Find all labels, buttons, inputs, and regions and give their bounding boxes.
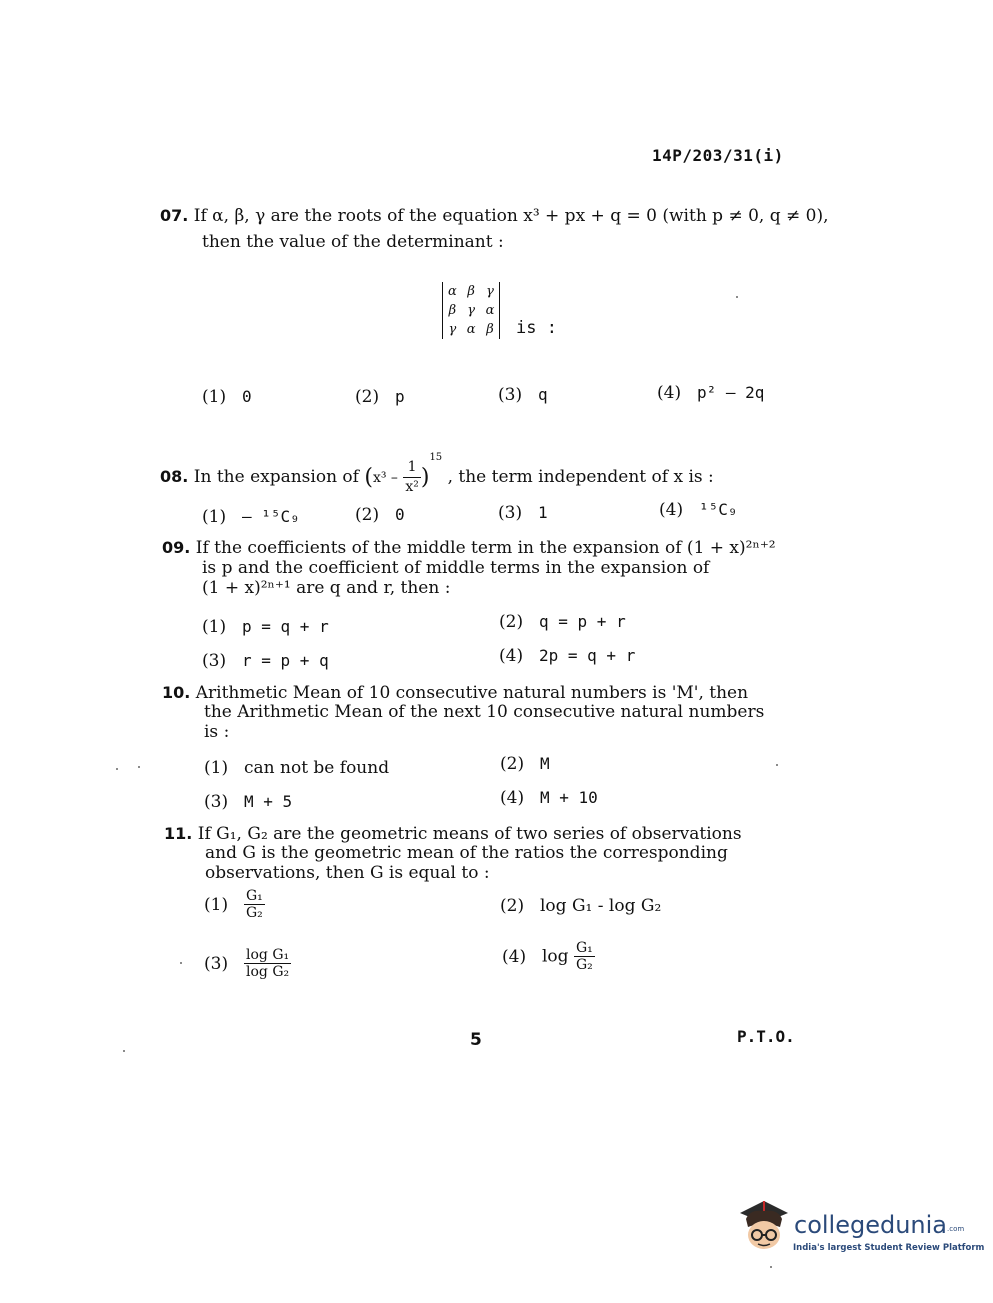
determinant: α β γ β γ α γ α β [442, 282, 500, 339]
q11-option-2[interactable]: (2) log G₁ - log G₂ [500, 896, 662, 916]
q09-option-2[interactable]: (2) q = p + r [499, 612, 626, 632]
brand-name: collegedunia.com [794, 1211, 965, 1239]
determinant-suffix: is : [516, 318, 557, 338]
expression-base: x³ – [372, 470, 398, 486]
speck [770, 1266, 772, 1268]
q10-option-3[interactable]: (3) M + 5 [204, 792, 293, 812]
question-09-line2: is p and the coefficient of middle terms in the expansion of [202, 558, 710, 578]
fraction: $\frac{\text{G₁}}{\text{G₂}}$ [246, 888, 263, 921]
question-text: If the coefficients of the middle term in the expansion of (1 + x)²ⁿ⁺² [195, 538, 776, 558]
q10-option-1[interactable]: (1) can not be found [204, 758, 390, 778]
question-08: 08. In the expansion of (x³ – $\frac{1}{\text{x²}}$ )$^{15}$ , the term independent of x is : [160, 452, 714, 495]
question-text: If α, β, γ are the roots of the equation x³ + px + q = 0 (with p ≠ 0, q ≠ 0), [193, 206, 829, 226]
paper-code: 14P/203/31(i) [652, 146, 784, 165]
question-number: 08. [160, 467, 189, 486]
q08-option-1[interactable]: (1) – ¹⁵C₉ [202, 507, 300, 527]
question-09-line3: (1 + x)²ⁿ⁺¹ are q and r, then : [202, 578, 451, 598]
q11-option-3[interactable]: (3) $\frac{\text{log G₁}}{\text{log G₂}}$ [204, 947, 290, 980]
speck [123, 1050, 125, 1052]
q11-option-4[interactable]: (4) log $\frac{\text{G₁}}{\text{G₂}}$ [502, 940, 593, 973]
student-mascot-icon [736, 1197, 792, 1257]
speck [138, 766, 140, 768]
speck [736, 296, 738, 298]
q11-option-1[interactable]: (1) $\frac{\text{G₁}}{\text{G₂}}$ [204, 888, 263, 921]
question-number: 10. [162, 683, 191, 702]
speck [180, 962, 182, 964]
q09-option-4[interactable]: (4) 2p = q + r [499, 646, 636, 666]
pto-label: P.T.O. [737, 1027, 795, 1046]
question-10 [162, 683, 748, 703]
speck [116, 768, 118, 770]
collegedunia-watermark [736, 1197, 985, 1261]
q07-option-4[interactable]: (4) p² – 2q [657, 383, 765, 403]
q10-option-2[interactable]: (2) M [500, 754, 550, 774]
question-number: 09. [162, 538, 191, 557]
question-11 [164, 824, 742, 844]
question-text: In the expansion of [193, 467, 359, 487]
question-text: If G₁, G₂ are the geometric means of two series of observations [197, 824, 742, 844]
question-07 [160, 206, 829, 226]
fraction: $\frac{\text{G₁}}{\text{G₂}}$ [575, 940, 593, 973]
page-number: 5 [470, 1030, 482, 1050]
q08-option-4[interactable]: (4) ¹⁵C₉ [659, 500, 738, 520]
q10-option-4[interactable]: (4) M + 10 [500, 788, 598, 808]
q09-option-1[interactable]: (1) p = q + r [202, 617, 329, 637]
question-11-line3: observations, then G is equal to : [205, 863, 490, 883]
question-11-line2: and G is the geometric mean of the ratios the corresponding [205, 843, 728, 863]
question-suffix: , the term independent of x is : [447, 467, 714, 487]
speck [776, 764, 778, 766]
expression-fraction: $\frac{1}{\text{x²}}$ [405, 459, 419, 495]
q07-option-1[interactable]: (1) 0 [202, 387, 252, 407]
fraction: $\frac{\text{log G₁}}{\text{log G₂}}$ [246, 947, 290, 980]
question-text: Arithmetic Mean of 10 consecutive natural numbers is 'M', then [195, 683, 749, 703]
q09-option-3[interactable]: (3) r = p + q [202, 651, 329, 671]
q08-option-2[interactable]: (2) 0 [355, 505, 405, 525]
brand-tagline: India's largest Student Review Platform [793, 1243, 985, 1253]
expression-power: 15 [429, 452, 443, 463]
expression: ( [364, 465, 373, 490]
question-09 [162, 538, 776, 558]
q07-option-3[interactable]: (3) q [498, 385, 548, 405]
question-number: 07. [160, 206, 189, 225]
question-number: 11. [164, 824, 193, 843]
q07-option-2[interactable]: (2) p [355, 387, 405, 407]
question-10-line3: is : [204, 722, 230, 742]
question-07-line2: then the value of the determinant : [202, 232, 504, 252]
question-10-line2: the Arithmetic Mean of the next 10 consecutive natural numbers [204, 702, 765, 722]
q08-option-3[interactable]: (3) 1 [498, 503, 548, 523]
